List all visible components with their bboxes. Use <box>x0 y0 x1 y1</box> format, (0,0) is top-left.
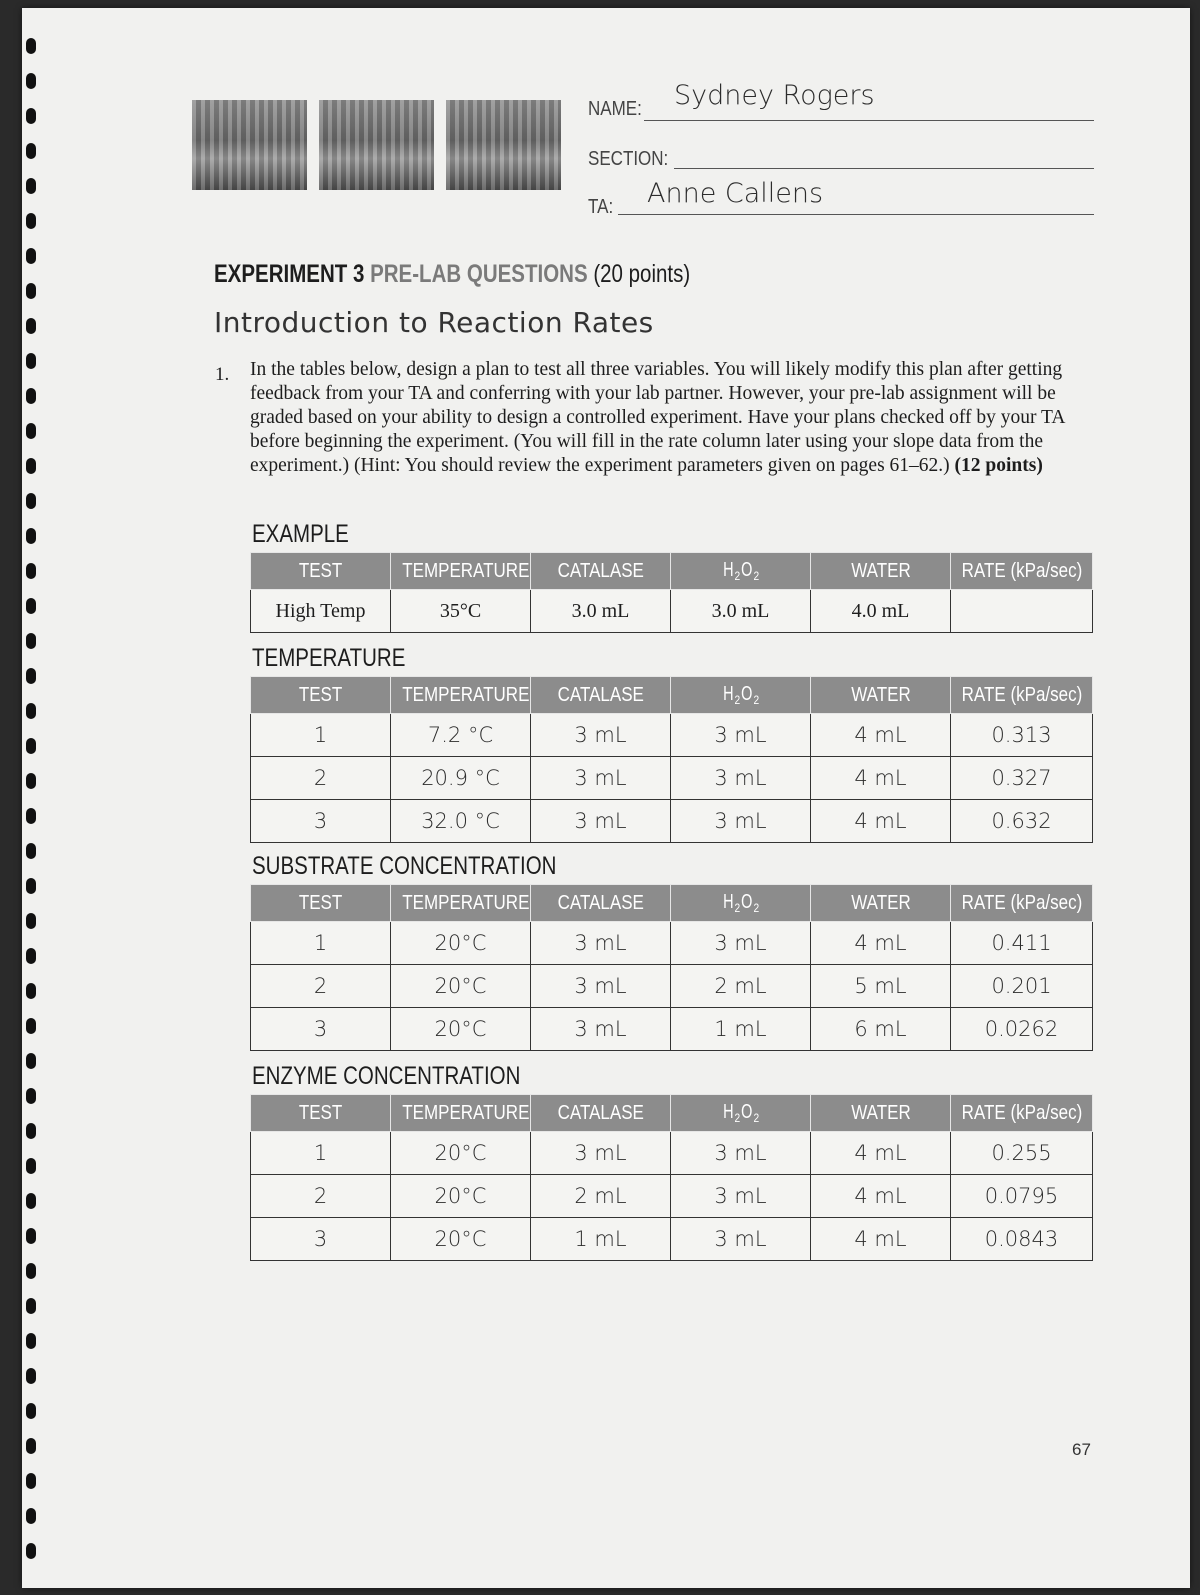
question-text <box>250 358 1090 478</box>
cell-rate[interactable]: 0.0262 <box>951 1008 1093 1051</box>
spiral-ring <box>26 1473 36 1489</box>
spiral-ring <box>26 1018 36 1034</box>
header-photos <box>192 100 561 190</box>
table-row <box>251 590 1093 633</box>
enzyme-table <box>250 1094 1093 1261</box>
section-line <box>674 168 1094 169</box>
cell-test[interactable]: 3 <box>251 800 391 843</box>
col-water: WATER <box>811 677 951 714</box>
ta-value[interactable]: Anne Callens <box>647 178 824 209</box>
col-test: TEST <box>251 553 391 590</box>
spiral-ring <box>26 668 36 684</box>
header-row <box>251 677 1093 714</box>
col-water: WATER <box>811 885 951 922</box>
cell-rate[interactable]: 0.0795 <box>951 1175 1093 1218</box>
col-temperature: TEMPERATURE <box>391 1095 531 1132</box>
spiral-ring <box>26 458 36 474</box>
cell-rate[interactable]: 0.255 <box>951 1132 1093 1175</box>
spiral-ring <box>26 633 36 649</box>
cell-water[interactable]: 4 mL <box>811 757 951 800</box>
cell-temperature: 35°C <box>391 590 531 633</box>
table-row <box>251 714 1093 757</box>
page-number: 67 <box>1072 1440 1091 1459</box>
spiral-ring <box>26 1543 36 1559</box>
cell-water[interactable]: 4 mL <box>811 1175 951 1218</box>
spiral-ring <box>26 528 36 544</box>
spiral-ring <box>26 1158 36 1174</box>
spiral-ring <box>26 808 36 824</box>
table-row <box>251 1175 1093 1218</box>
header-row <box>251 553 1093 590</box>
cell-h2o2[interactable]: 1 mL <box>671 1008 811 1051</box>
cell-h2o2[interactable]: 2 mL <box>671 965 811 1008</box>
cell-temperature[interactable]: 20°C <box>391 1218 531 1261</box>
cell-test[interactable]: 1 <box>251 1132 391 1175</box>
cell-rate[interactable]: 0.0843 <box>951 1218 1093 1261</box>
col-h2o2: $H_2O_2$ <box>671 677 811 714</box>
page-subtitle: Introduction to Reaction Rates <box>214 306 654 339</box>
spiral-ring <box>26 178 36 194</box>
cell-h2o2[interactable]: 3 mL <box>671 757 811 800</box>
cell-catalase[interactable]: 3 mL <box>531 922 671 965</box>
cell-test[interactable]: 3 <box>251 1218 391 1261</box>
spiral-ring <box>26 1263 36 1279</box>
spiral-ring <box>26 283 36 299</box>
cell-h2o2[interactable]: 3 mL <box>671 714 811 757</box>
spiral-ring <box>26 493 36 509</box>
lab-photo-2 <box>319 100 434 190</box>
cell-rate[interactable]: 0.411 <box>951 922 1093 965</box>
table-row <box>251 757 1093 800</box>
header-row <box>251 1095 1093 1132</box>
col-water: WATER <box>811 1095 951 1132</box>
table-row <box>251 1008 1093 1051</box>
cell-temperature[interactable]: 20°C <box>391 1132 531 1175</box>
cell-water: 4.0 mL <box>811 590 951 633</box>
spiral-ring <box>26 353 36 369</box>
col-h2o2: $H_2O_2$ <box>671 885 811 922</box>
cell-h2o2[interactable]: 3 mL <box>671 1175 811 1218</box>
spiral-ring <box>26 598 36 614</box>
col-rate: RATE (kPa/sec) <box>951 677 1093 714</box>
spiral-ring <box>26 1298 36 1314</box>
col-water: WATER <box>811 553 951 590</box>
cell-temperature[interactable]: 20°C <box>391 965 531 1008</box>
cell-catalase[interactable]: 2 mL <box>531 1175 671 1218</box>
title-points: (20 points) <box>593 260 691 288</box>
table-row <box>251 922 1093 965</box>
section-label: SECTION: <box>588 148 669 170</box>
table-row <box>251 1218 1093 1261</box>
spiral-ring <box>26 143 36 159</box>
col-test: TEST <box>251 1095 391 1132</box>
spiral-ring <box>26 1053 36 1069</box>
cell-h2o2[interactable]: 3 mL <box>671 1218 811 1261</box>
spiral-ring <box>26 703 36 719</box>
name-value[interactable]: Sydney Rogers <box>674 80 875 111</box>
cell-test[interactable]: 2 <box>251 1175 391 1218</box>
spiral-ring <box>26 948 36 964</box>
cell-test[interactable]: 1 <box>251 922 391 965</box>
lab-photo-1 <box>192 100 307 190</box>
cell-temperature[interactable]: 20°C <box>391 1008 531 1051</box>
example-label: EXAMPLE <box>252 520 349 548</box>
cell-h2o2[interactable]: 3 mL <box>671 922 811 965</box>
spiral-ring <box>26 1123 36 1139</box>
experiment-label: EXPERIMENT 3 <box>214 260 365 288</box>
cell-catalase[interactable]: 3 mL <box>531 800 671 843</box>
cell-water[interactable]: 4 mL <box>811 1218 951 1261</box>
substrate-table <box>250 884 1093 1051</box>
cell-water[interactable]: 6 mL <box>811 1008 951 1051</box>
cell-temperature[interactable]: 7.2 °C <box>391 714 531 757</box>
spiral-ring <box>26 1508 36 1524</box>
worksheet-page <box>22 8 1190 1588</box>
spiral-ring <box>26 1193 36 1209</box>
spiral-ring <box>26 248 36 264</box>
page-title <box>214 260 690 289</box>
col-test: TEST <box>251 885 391 922</box>
cell-water[interactable]: 5 mL <box>811 965 951 1008</box>
cell-test[interactable]: 3 <box>251 1008 391 1051</box>
spiral-ring <box>26 108 36 124</box>
spiral-ring <box>26 423 36 439</box>
cell-test[interactable]: 2 <box>251 757 391 800</box>
prelab-label: PRE-LAB QUESTIONS <box>370 260 588 288</box>
cell-rate[interactable]: 0.201 <box>951 965 1093 1008</box>
cell-water[interactable]: 4 mL <box>811 1132 951 1175</box>
name-label: NAME: <box>588 98 642 120</box>
spiral-ring <box>26 983 36 999</box>
cell-test[interactable]: 2 <box>251 965 391 1008</box>
question-body: In the tables below, design a plan to test all three variables. You will likely modify this plan after getting feedback from your TA and conferring with your lab partner. However, your pre-lab assignment will be graded based on your ability to design a controlled experiment. Have your plans checked off by your TA before beginning the experiment. (You will fill in the rate column later using your slope data from the experiment.) (Hint: You should review the experiment parameters given on pages 61–62.) <box>250 359 1065 476</box>
cell-temperature[interactable]: 20°C <box>391 1175 531 1218</box>
spiral-ring <box>26 1333 36 1349</box>
spiral-ring <box>26 1228 36 1244</box>
table-row <box>251 965 1093 1008</box>
question-points: (12 points) <box>954 455 1043 476</box>
col-h2o2: $H_2O_2$ <box>671 1095 811 1132</box>
cell-temperature[interactable]: 20°C <box>391 922 531 965</box>
spiral-ring <box>26 738 36 754</box>
spiral-ring <box>26 878 36 894</box>
spiral-ring <box>26 213 36 229</box>
table-row <box>251 800 1093 843</box>
cell-catalase: 3.0 mL <box>531 590 671 633</box>
cell-temperature[interactable]: 32.0 °C <box>391 800 531 843</box>
spiral-ring <box>26 1438 36 1454</box>
table-row <box>251 1132 1093 1175</box>
spiral-ring <box>26 38 36 54</box>
spiral-binding <box>26 38 38 1578</box>
cell-water[interactable]: 4 mL <box>811 714 951 757</box>
ta-line <box>618 214 1094 215</box>
spiral-ring <box>26 1368 36 1384</box>
substrate-label: SUBSTRATE CONCENTRATION <box>252 852 557 880</box>
ta-label: TA: <box>588 196 614 218</box>
cell-catalase[interactable]: 3 mL <box>531 1132 671 1175</box>
col-rate: RATE (kPa/sec) <box>951 1095 1093 1132</box>
cell-rate[interactable]: 0.313 <box>951 714 1093 757</box>
spiral-ring <box>26 843 36 859</box>
enzyme-label: ENZYME CONCENTRATION <box>252 1062 521 1090</box>
spiral-ring <box>26 1403 36 1419</box>
col-rate: RATE (kPa/sec) <box>951 553 1093 590</box>
cell-catalase[interactable]: 1 mL <box>531 1218 671 1261</box>
question-number: 1. <box>215 364 230 385</box>
spiral-ring <box>26 73 36 89</box>
spiral-ring <box>26 563 36 579</box>
col-temperature: TEMPERATURE <box>391 885 531 922</box>
cell-water[interactable]: 4 mL <box>811 922 951 965</box>
spiral-ring <box>26 913 36 929</box>
cell-water[interactable]: 4 mL <box>811 800 951 843</box>
cell-h2o2[interactable]: 3 mL <box>671 1132 811 1175</box>
cell-h2o2: 3.0 mL <box>671 590 811 633</box>
temperature-label: TEMPERATURE <box>252 644 406 672</box>
example-table <box>250 552 1093 633</box>
spiral-ring <box>26 773 36 789</box>
temperature-table <box>250 676 1093 843</box>
cell-rate[interactable] <box>951 590 1093 633</box>
cell-h2o2[interactable]: 3 mL <box>671 800 811 843</box>
spiral-ring <box>26 388 36 404</box>
col-test: TEST <box>251 677 391 714</box>
header-row <box>251 885 1093 922</box>
col-catalase: CATALASE <box>531 677 671 714</box>
name-line <box>644 120 1094 121</box>
col-catalase: CATALASE <box>531 1095 671 1132</box>
col-rate: RATE (kPa/sec) <box>951 885 1093 922</box>
cell-test: High Temp <box>251 590 391 633</box>
cell-catalase[interactable]: 3 mL <box>531 757 671 800</box>
cell-test[interactable]: 1 <box>251 714 391 757</box>
col-temperature: TEMPERATURE <box>391 553 531 590</box>
spiral-ring <box>26 318 36 334</box>
spiral-ring <box>26 1088 36 1104</box>
cell-catalase[interactable]: 3 mL <box>531 1008 671 1051</box>
cell-catalase[interactable]: 3 mL <box>531 965 671 1008</box>
lab-photo-3 <box>446 100 561 190</box>
cell-catalase[interactable]: 3 mL <box>531 714 671 757</box>
col-temperature: TEMPERATURE <box>391 677 531 714</box>
cell-rate[interactable]: 0.327 <box>951 757 1093 800</box>
col-catalase: CATALASE <box>531 553 671 590</box>
col-h2o2: $H_2O_2$ <box>671 553 811 590</box>
cell-temperature[interactable]: 20.9 °C <box>391 757 531 800</box>
cell-rate[interactable]: 0.632 <box>951 800 1093 843</box>
col-catalase: CATALASE <box>531 885 671 922</box>
